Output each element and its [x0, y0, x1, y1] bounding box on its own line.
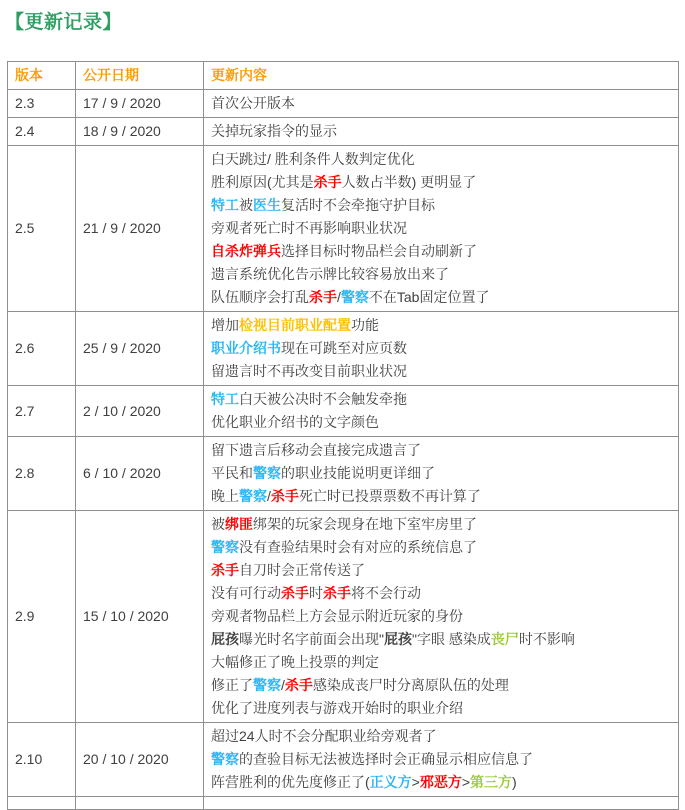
content-cell [204, 723, 679, 797]
date-cell: 20 / 10 / 2020 [76, 723, 204, 797]
role-highlight-cyan: 正义方 [369, 774, 412, 790]
version-cell: 2.10 [8, 723, 76, 797]
version-cell: 2.5 [8, 146, 76, 312]
role-highlight-lime: 第三方 [470, 774, 513, 790]
update-line: 遗言系统优化告示牌比较容易放出来了 [211, 266, 449, 282]
update-line: 留下遗言后移动会直接完成遗言了 [211, 442, 421, 458]
role-highlight-red: 杀手 [284, 677, 313, 693]
date-cell: 18 / 9 / 2020 [76, 118, 204, 146]
content-cell [204, 437, 679, 511]
update-line: 旁观者死亡时不再影响职业状况 [211, 220, 407, 236]
update-line: 大幅修正了晚上投票的判定 [211, 654, 379, 670]
table-row [8, 146, 679, 312]
empty-cell [8, 797, 76, 810]
table-row [8, 90, 679, 118]
update-line: 特工白天被公决时不会触发牵拖 [211, 391, 407, 407]
version-cell: 2.7 [8, 386, 76, 437]
table-row-partial [8, 797, 679, 810]
role-highlight-cyan: 警察 [340, 289, 369, 305]
version-cell: 2.4 [8, 118, 76, 146]
update-line: 没有可行动杀手时杀手将不会行动 [211, 585, 421, 601]
role-highlight-cyan: 特工 [211, 391, 239, 407]
update-line: 警察的查验目标无法被选择时会正确显示相应信息了 [211, 751, 533, 767]
role-highlight-red: 杀手 [323, 585, 351, 601]
date-cell: 21 / 9 / 2020 [76, 146, 204, 312]
update-line: 超过24人时不会分配职业给旁观者了 [211, 728, 437, 744]
version-cell: 2.6 [8, 312, 76, 386]
role-highlight-gold: 检视目前职业配置 [239, 317, 351, 333]
table-row [8, 386, 679, 437]
update-line: 屁孩曝光时名字前面会出现"屁孩"字眼 感染成丧尸时不影响 [211, 631, 575, 647]
version-cell: 2.8 [8, 437, 76, 511]
date-cell: 2 / 10 / 2020 [76, 386, 204, 437]
role-highlight-lime: 丧尸 [490, 631, 519, 647]
content-cell [204, 386, 679, 437]
column-header-date: 公开日期 [76, 62, 204, 90]
table-row [8, 437, 679, 511]
update-line: 职业介绍书现在可跳至对应页数 [211, 340, 407, 356]
date-cell: 15 / 10 / 2020 [76, 511, 204, 723]
update-line: 留遗言时不再改变目前职业状况 [211, 363, 407, 379]
content-cell [204, 312, 679, 386]
role-highlight-cyan: 特工 [211, 197, 239, 213]
empty-cell [76, 797, 204, 810]
update-line: 白天跳过/ 胜利条件人数判定优化 [211, 151, 415, 167]
update-line: 胜利原因(尤其是杀手人数占半数) 更明显了 [211, 174, 477, 190]
date-cell: 25 / 9 / 2020 [76, 312, 204, 386]
update-line: 修正了警察/杀手感染成丧尸时分离原队伍的处理 [211, 677, 509, 693]
role-highlight-red: 杀手 [270, 488, 299, 504]
page-title: 【更新记录】 [5, 12, 123, 33]
update-line: 增加检视目前职业配置功能 [211, 317, 379, 333]
content-cell [204, 511, 679, 723]
version-cell: 2.9 [8, 511, 76, 723]
column-header-content: 更新内容 [204, 62, 679, 90]
role-highlight-red: 邪恶方 [419, 774, 462, 790]
table-row [8, 312, 679, 386]
update-line: 队伍顺序会打乱杀手/警察不在Tab固定位置了 [211, 289, 490, 305]
table-row [8, 511, 679, 723]
role-highlight-cyan: 警察 [211, 539, 239, 555]
empty-cell [204, 797, 679, 810]
update-line: 被绑匪绑架的玩家会现身在地下室牢房里了 [211, 516, 477, 532]
update-line: 杀手自刀时会正常传送了 [211, 562, 365, 578]
role-highlight-red: 绑匪 [225, 516, 253, 532]
role-highlight-red: 自杀炸弹兵 [211, 243, 281, 259]
role-highlight-cyan: 警察 [211, 751, 239, 767]
update-log-table [7, 61, 679, 810]
update-line: 特工被医生复活时不会牵拖守护目标 [211, 197, 435, 213]
update-line: 自杀炸弹兵选择目标时物品栏会自动刷新了 [211, 243, 477, 259]
update-line: 优化职业介绍书的文字颜色 [211, 414, 379, 430]
update-line: 旁观者物品栏上方会显示附近玩家的身份 [211, 608, 463, 624]
role-highlight-cyan: 医生 [253, 197, 281, 213]
role-highlight-red: 杀手 [313, 174, 342, 190]
update-line: 优化了进度列表与游戏开始时的职业介绍 [211, 700, 463, 716]
column-header-version: 版本 [8, 62, 76, 90]
role-highlight-cyan: 职业介绍书 [211, 340, 281, 356]
table-row [8, 723, 679, 797]
update-line: 关掉玩家指令的显示 [211, 123, 337, 139]
version-cell: 2.3 [8, 90, 76, 118]
role-highlight-red: 杀手 [281, 585, 309, 601]
update-line: 阵营胜利的优先度修正了(正义方>邪恶方>第三方) [211, 774, 517, 790]
role-highlight-bold: 屁孩 [383, 631, 412, 647]
role-highlight-red: 杀手 [211, 562, 239, 578]
role-highlight-bold: 屁孩 [211, 631, 239, 647]
content-cell [204, 90, 679, 118]
role-highlight-red: 杀手 [309, 289, 337, 305]
role-highlight-cyan: 警察 [239, 488, 267, 504]
table-row [8, 118, 679, 146]
update-line: 警察没有查验结果时会有对应的系统信息了 [211, 539, 477, 555]
role-highlight-cyan: 警察 [253, 677, 281, 693]
role-highlight-cyan: 警察 [253, 465, 281, 481]
update-line: 首次公开版本 [211, 95, 295, 111]
update-line: 晚上警察/杀手死亡时已投票票数不再计算了 [211, 488, 481, 504]
update-line: 平民和警察的职业技能说明更详细了 [211, 465, 435, 481]
content-cell [204, 118, 679, 146]
table-header-row [8, 62, 679, 90]
content-cell [204, 146, 679, 312]
date-cell: 6 / 10 / 2020 [76, 437, 204, 511]
date-cell: 17 / 9 / 2020 [76, 90, 204, 118]
